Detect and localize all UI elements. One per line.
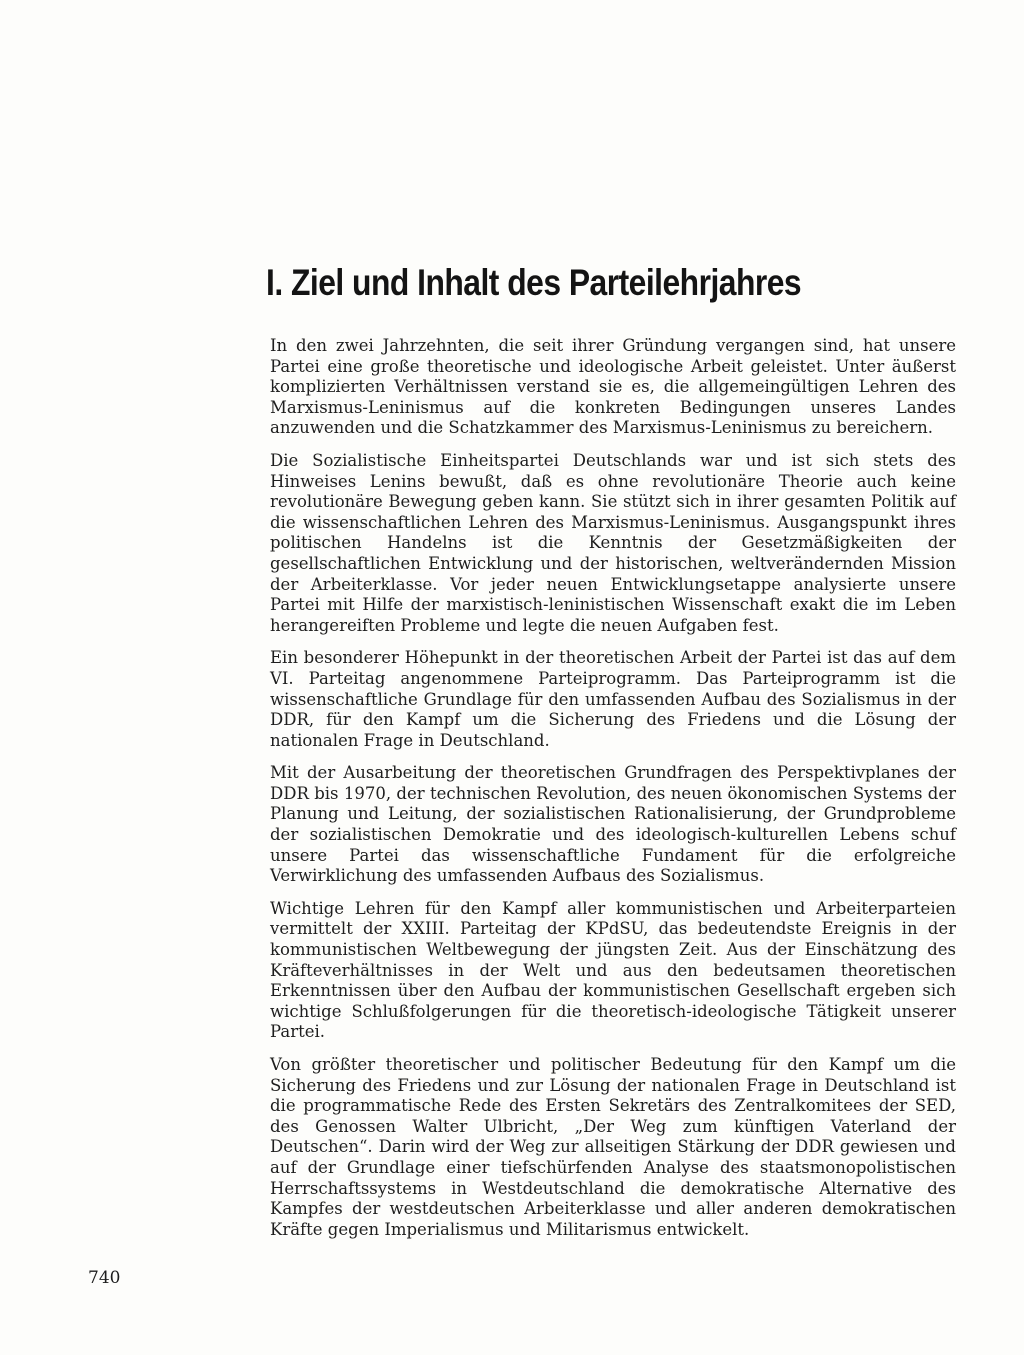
paragraph-2: Die Sozialistische Einheitspartei Deutschlands war und ist sich stets des Hinweises Lenins bewußt, daß es ohne revolutionäre Theorie auch keine revolutionäre Bewegung geben kann. Sie stützt sich in ihrer gesamten Politik auf die wissenschaftlichen Lehren des Marxismus-Leninismus. Ausgangspunkt ihres politischen Handelns ist die Kenntnis der Gesetzmäßigkeiten der gesellschaftlichen Entwicklung und der historischen, weltverändernden Mission der Arbeiterklasse. Vor jeder neuen Entwicklungsetappe analysierte unsere Partei mit Hilfe der marxistisch-leninistischen Wissenschaft exakt die im Leben herangereiften Probleme und legte die neuen Aufgaben fest. xyxy=(270,450,956,635)
paragraph-3: Ein besonderer Höhepunkt in der theoretischen Arbeit der Partei ist das auf dem VI. Parteitag angenommene Parteiprogramm. Das Parteiprogramm ist die wissenschaftliche Grundlage für den umfassenden Aufbau des Sozialismus in der DDR, für den Kampf um die Sicherung des Friedens und die Lösung der nationalen Frage in Deutschland. xyxy=(270,648,956,750)
page-number: 740 xyxy=(88,1268,121,1288)
paragraph-6: Von größter theoretischer und politischer Bedeutung für den Kampf um die Sicherung des Friedens und zur Lösung der nationalen Frage in Deutschland ist die programmatische Rede des Ersten Sekretärs des Zentralkomitees der SED, des Genossen Walter Ulbricht, „Der Weg zum künftigen Vaterland der Deutschen“. Darin wird der Weg zur allseitigen Stärkung der DDR gewiesen und auf der Grundlage einer tiefschürfenden Analyse des staatsmonopolistischen Herrschaftssystems in Westdeutschland die demokratische Alternative des Kampfes der westdeutschen Arbeiterklasse und aller anderen demokratischen Kräfte gegen Imperialismus und Militarismus entwickelt. xyxy=(270,1055,956,1239)
paragraph-1: In den zwei Jahrzehnten, die seit ihrer Gründung vergangen sind, hat unsere Partei eine große theoretische und ideologische Arbeit geleistet. Unter äußerst komplizierten Verhältnissen verstand sie es, die allgemeingültigen Lehren des Marxismus-Leninismus auf die konkreten Bedingungen unseres Landes anzuwenden und die Schatzkammer des Marxismus-Leninismus zu bereichern. xyxy=(270,336,956,438)
paragraph-4: Mit der Ausarbeitung der theoretischen Grundfragen des Perspektivplanes der DDR bis 1970, der technischen Revolution, des neuen ökonomischen Systems der Planung und Leitung, der sozialistischen Rationalisierung, der Grundprobleme der sozialistischen Demokratie und des ideologisch-kulturellen Lebens schuf unsere Partei das wissenschaftliche Fundament für die erfolgreiche Verwirklichung des umfassenden Aufbaus des Sozialismus. xyxy=(270,763,956,886)
chapter-title: I. Ziel und Inhalt des Parteilehrjahres xyxy=(266,262,802,303)
paragraph-5: Wichtige Lehren für den Kampf aller kommunistischen und Arbeiterparteien vermittelt der XXIII. Parteitag der KPdSU, das bedeutendste Ereignis in der kommunistischen Weltbewegung der jüngsten Zeit. Aus der Einschätzung des Kräfteverhältnisses in der Welt und aus den bedeutsamen theoretischen Erkenntnissen über den Aufbau der kommunistischen Gesellschaft ergeben sich wichtige Schlußfolgerungen für die theoretisch-ideologische Tätigkeit unserer Partei. xyxy=(270,898,956,1042)
body-text xyxy=(270,336,956,1252)
